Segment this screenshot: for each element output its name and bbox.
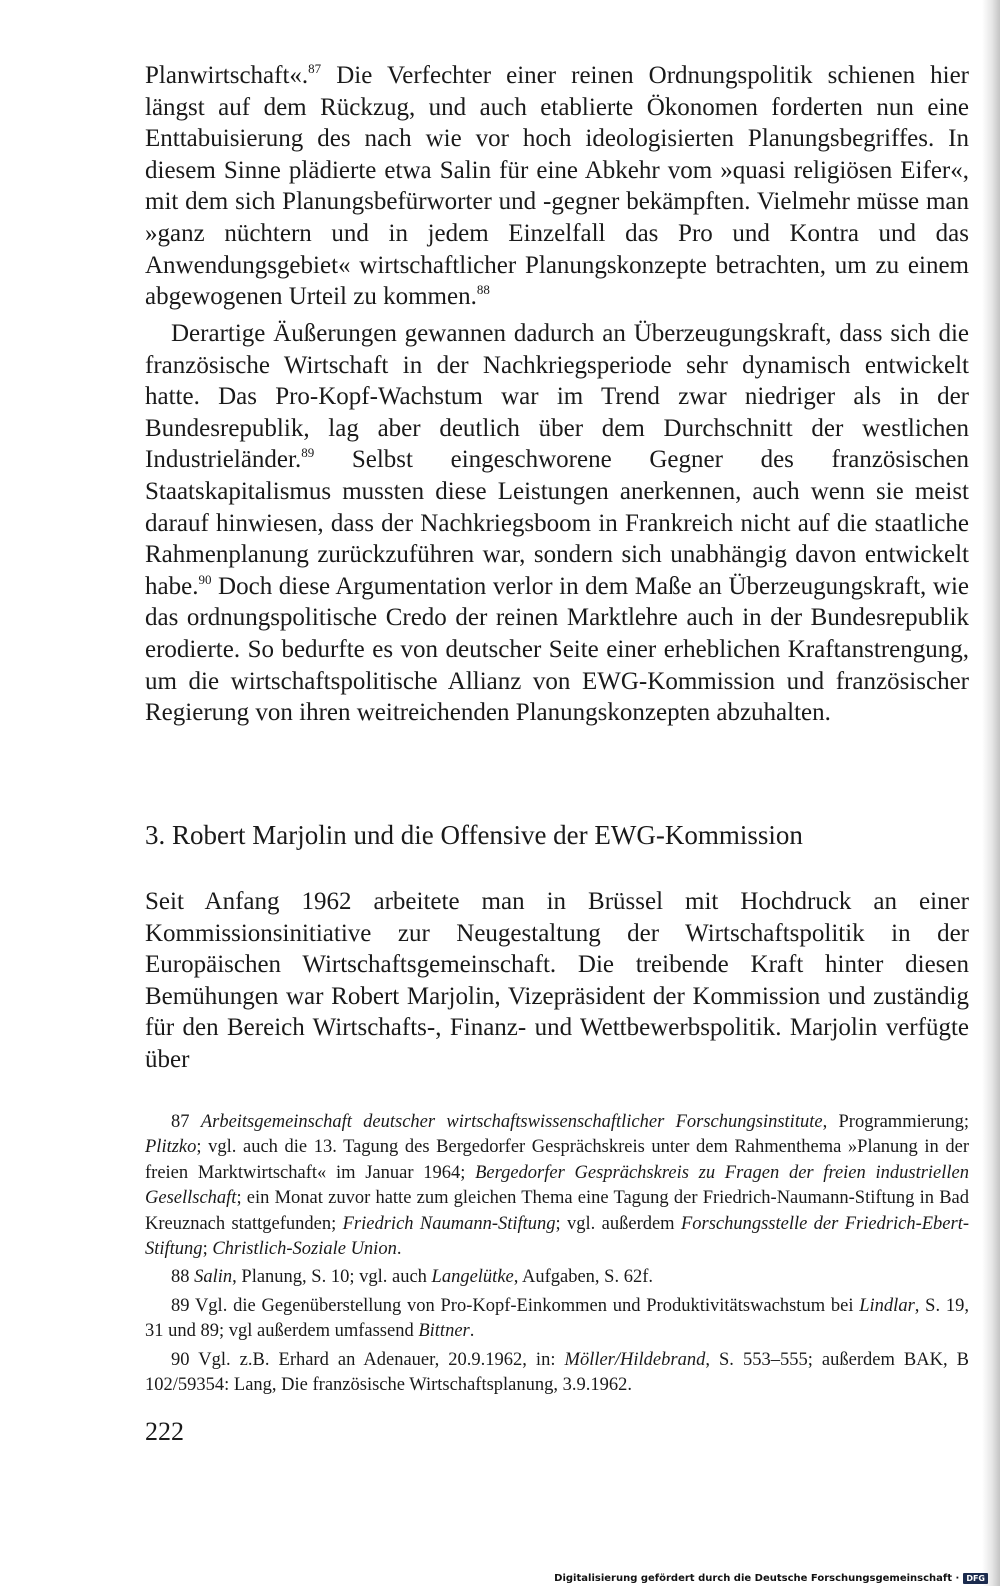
body-paragraph bbox=[145, 318, 969, 729]
text-run: Doch diese Argumentation verlor in dem Maße an Überzeugungskraft, wie das ordnungspolitische Credo der reinen Marktlehre auch in der Bundesrepublik erodierte. So bedurfte es von deutscher Seite einer erheblichen Kraftanstrengung, um die wirtschaftspolitische Allianz von EWG-Kommission und französischer Regierung von ihren weitreichenden Planungskonzepten abzuhalten. bbox=[145, 572, 969, 727]
text-run: ; vgl. auch die 13. Tagung des Bergedorfer Gesprächskreis unter dem Rahmenthema »Planung in der freien Marktwirtschaft« im Januar 1964; bbox=[145, 1137, 969, 1183]
footnote bbox=[145, 1348, 969, 1399]
text-run: 87 bbox=[171, 1112, 201, 1132]
text-run: 88 bbox=[171, 1267, 195, 1288]
text-run: 90 Vgl. z.B. Erhard an Adenauer, 20.9.1962, in: bbox=[171, 1349, 565, 1370]
footer-text: Digitalisierung gefördert durch die Deutsche Forschungsgemeinschaft · bbox=[554, 1572, 960, 1584]
citation-italic: Bittner bbox=[418, 1321, 470, 1342]
text-run: , S. 19, 31 und 89; vgl außerdem umfassend bbox=[145, 1295, 969, 1342]
text-run: , Programmierung; bbox=[822, 1112, 969, 1132]
footnote-marker: 89 bbox=[301, 445, 315, 461]
text-run: . bbox=[469, 1321, 475, 1342]
text-run: ; bbox=[202, 1239, 213, 1260]
citation-italic: Salin bbox=[194, 1267, 233, 1288]
footnote-marker: 87 bbox=[308, 61, 322, 76]
citation-italic: Langelütke bbox=[431, 1267, 514, 1288]
citation-italic: Arbeitsgemeinschaft deutscher wirtschaftswissenschaftlicher Forschungsinstitute bbox=[200, 1112, 823, 1132]
footnote-marker: 90 bbox=[198, 571, 212, 587]
text-run: Die Verfechter einer reinen Ordnungspolitik schienen hier längst auf dem Rückzug, und auch etablierte Ökonomen forderten nun eine Enttabuisierung des nach wie vor hoch ideologisierten Planungsbegriffes. In diesem Sinne plädierte etwa Salin für eine Abkehr vom »quasi religiösen Eifer«, mit dem sich Planungsbefürworter und -gegner bekämpften. Vielmehr müsse man »ganz nüchtern und in jedem Einzelfall das Pro und Kontra und das Anwendungsgebiet« wirtschaftlicher Planungskonzepte betrachten, um zu einem abgewogenen Urteil zu kommen. bbox=[145, 62, 969, 311]
text-run: 89 Vgl. die Gegenüberstellung von Pro-Kopf-Einkommen und Produktivitätswachstum bei bbox=[171, 1295, 860, 1316]
text-run: , Planung, S. 10; vgl. auch bbox=[232, 1267, 432, 1288]
footnote bbox=[145, 1265, 969, 1290]
text-run: ; ein Monat zuvor hatte zum gleichen Thema eine Tagung der Friedrich-Naumann-Stiftung in Bad Kreuznach stattgefunden; bbox=[145, 1188, 969, 1234]
citation-italic: Christlich-Soziale Union bbox=[212, 1239, 397, 1260]
text-run: Seit Anfang 1962 arbeitete man in Brüssel mit Hochdruck an einer Kommissionsinitiative zur Neugestaltung der Wirtschaftspolitik in der Europäischen Wirtschaftsgemeinschaft. Die treibende Kraft hinter diesen Bemühungen war Robert Marjolin, Vizepräsident der Kommission und zuständig für den Bereich Wirtschafts-, Finanz- und Wettbewerbspolitik. Marjolin verfügte über bbox=[145, 888, 969, 1073]
text-run: , Aufgaben, S. 62f. bbox=[513, 1267, 653, 1288]
footnote bbox=[145, 1294, 969, 1345]
section-heading: 3. Robert Marjolin und die Offensive der EWG-Kommission bbox=[145, 820, 803, 850]
footnote bbox=[145, 1110, 969, 1262]
footnotes bbox=[145, 1110, 969, 1401]
text-run: Derartige Äußerungen gewannen dadurch an Überzeugungskraft, dass sich die französische Wirtschaft in der Nachkriegsperiode sehr dynamisch entwickelt hatte. Das Pro-Kopf-Wachstum war im Trend zwar niedriger als in der Bundesrepublik, lag aber deutlich über dem Durchschnitt der westlichen Industrieländer. bbox=[145, 320, 969, 474]
page-number: 222 bbox=[145, 1417, 184, 1446]
body-paragraph bbox=[145, 886, 969, 1076]
citation-italic: Forschungsstelle der Friedrich-Ebert-Stiftung bbox=[145, 1213, 970, 1260]
text-run: ; vgl. außerdem bbox=[555, 1213, 681, 1234]
body-paragraph bbox=[145, 60, 969, 313]
text-run: Planwirtschaft«. bbox=[145, 62, 309, 89]
citation-italic: Möller/Hildebrand bbox=[564, 1349, 706, 1370]
digitization-footer bbox=[554, 1571, 988, 1585]
citation-italic: Plitzko bbox=[145, 1137, 197, 1158]
citation-italic: Bergedorfer Gesprächskreis zu Fragen der freien industriellen Gesellschaft bbox=[145, 1162, 969, 1209]
citation-italic: Lindlar bbox=[859, 1295, 915, 1316]
dfg-logo: DFG bbox=[963, 1573, 988, 1584]
footnote-marker: 88 bbox=[476, 282, 490, 298]
text-run: . bbox=[396, 1239, 402, 1260]
text-run: Selbst eingeschworene Gegner des französischen Staatskapitalismus mussten diese Leistungen anerkennen, auch wenn sie meist darauf hinwiesen, dass der Nachkriegsboom in Frankreich nicht auf die staatliche Rahmenplanung zurückzuführen war, sondern sich unabhängig davon entwickelt habe. bbox=[145, 446, 969, 600]
text-run: , S. 553–555; außerdem BAK, B 102/59354: Lang, Die französische Wirtschaftsplanung, 3.9.1962. bbox=[145, 1349, 970, 1396]
citation-italic: Friedrich Naumann-Stiftung bbox=[342, 1213, 556, 1234]
page-edge-shadow bbox=[982, 0, 1000, 1586]
